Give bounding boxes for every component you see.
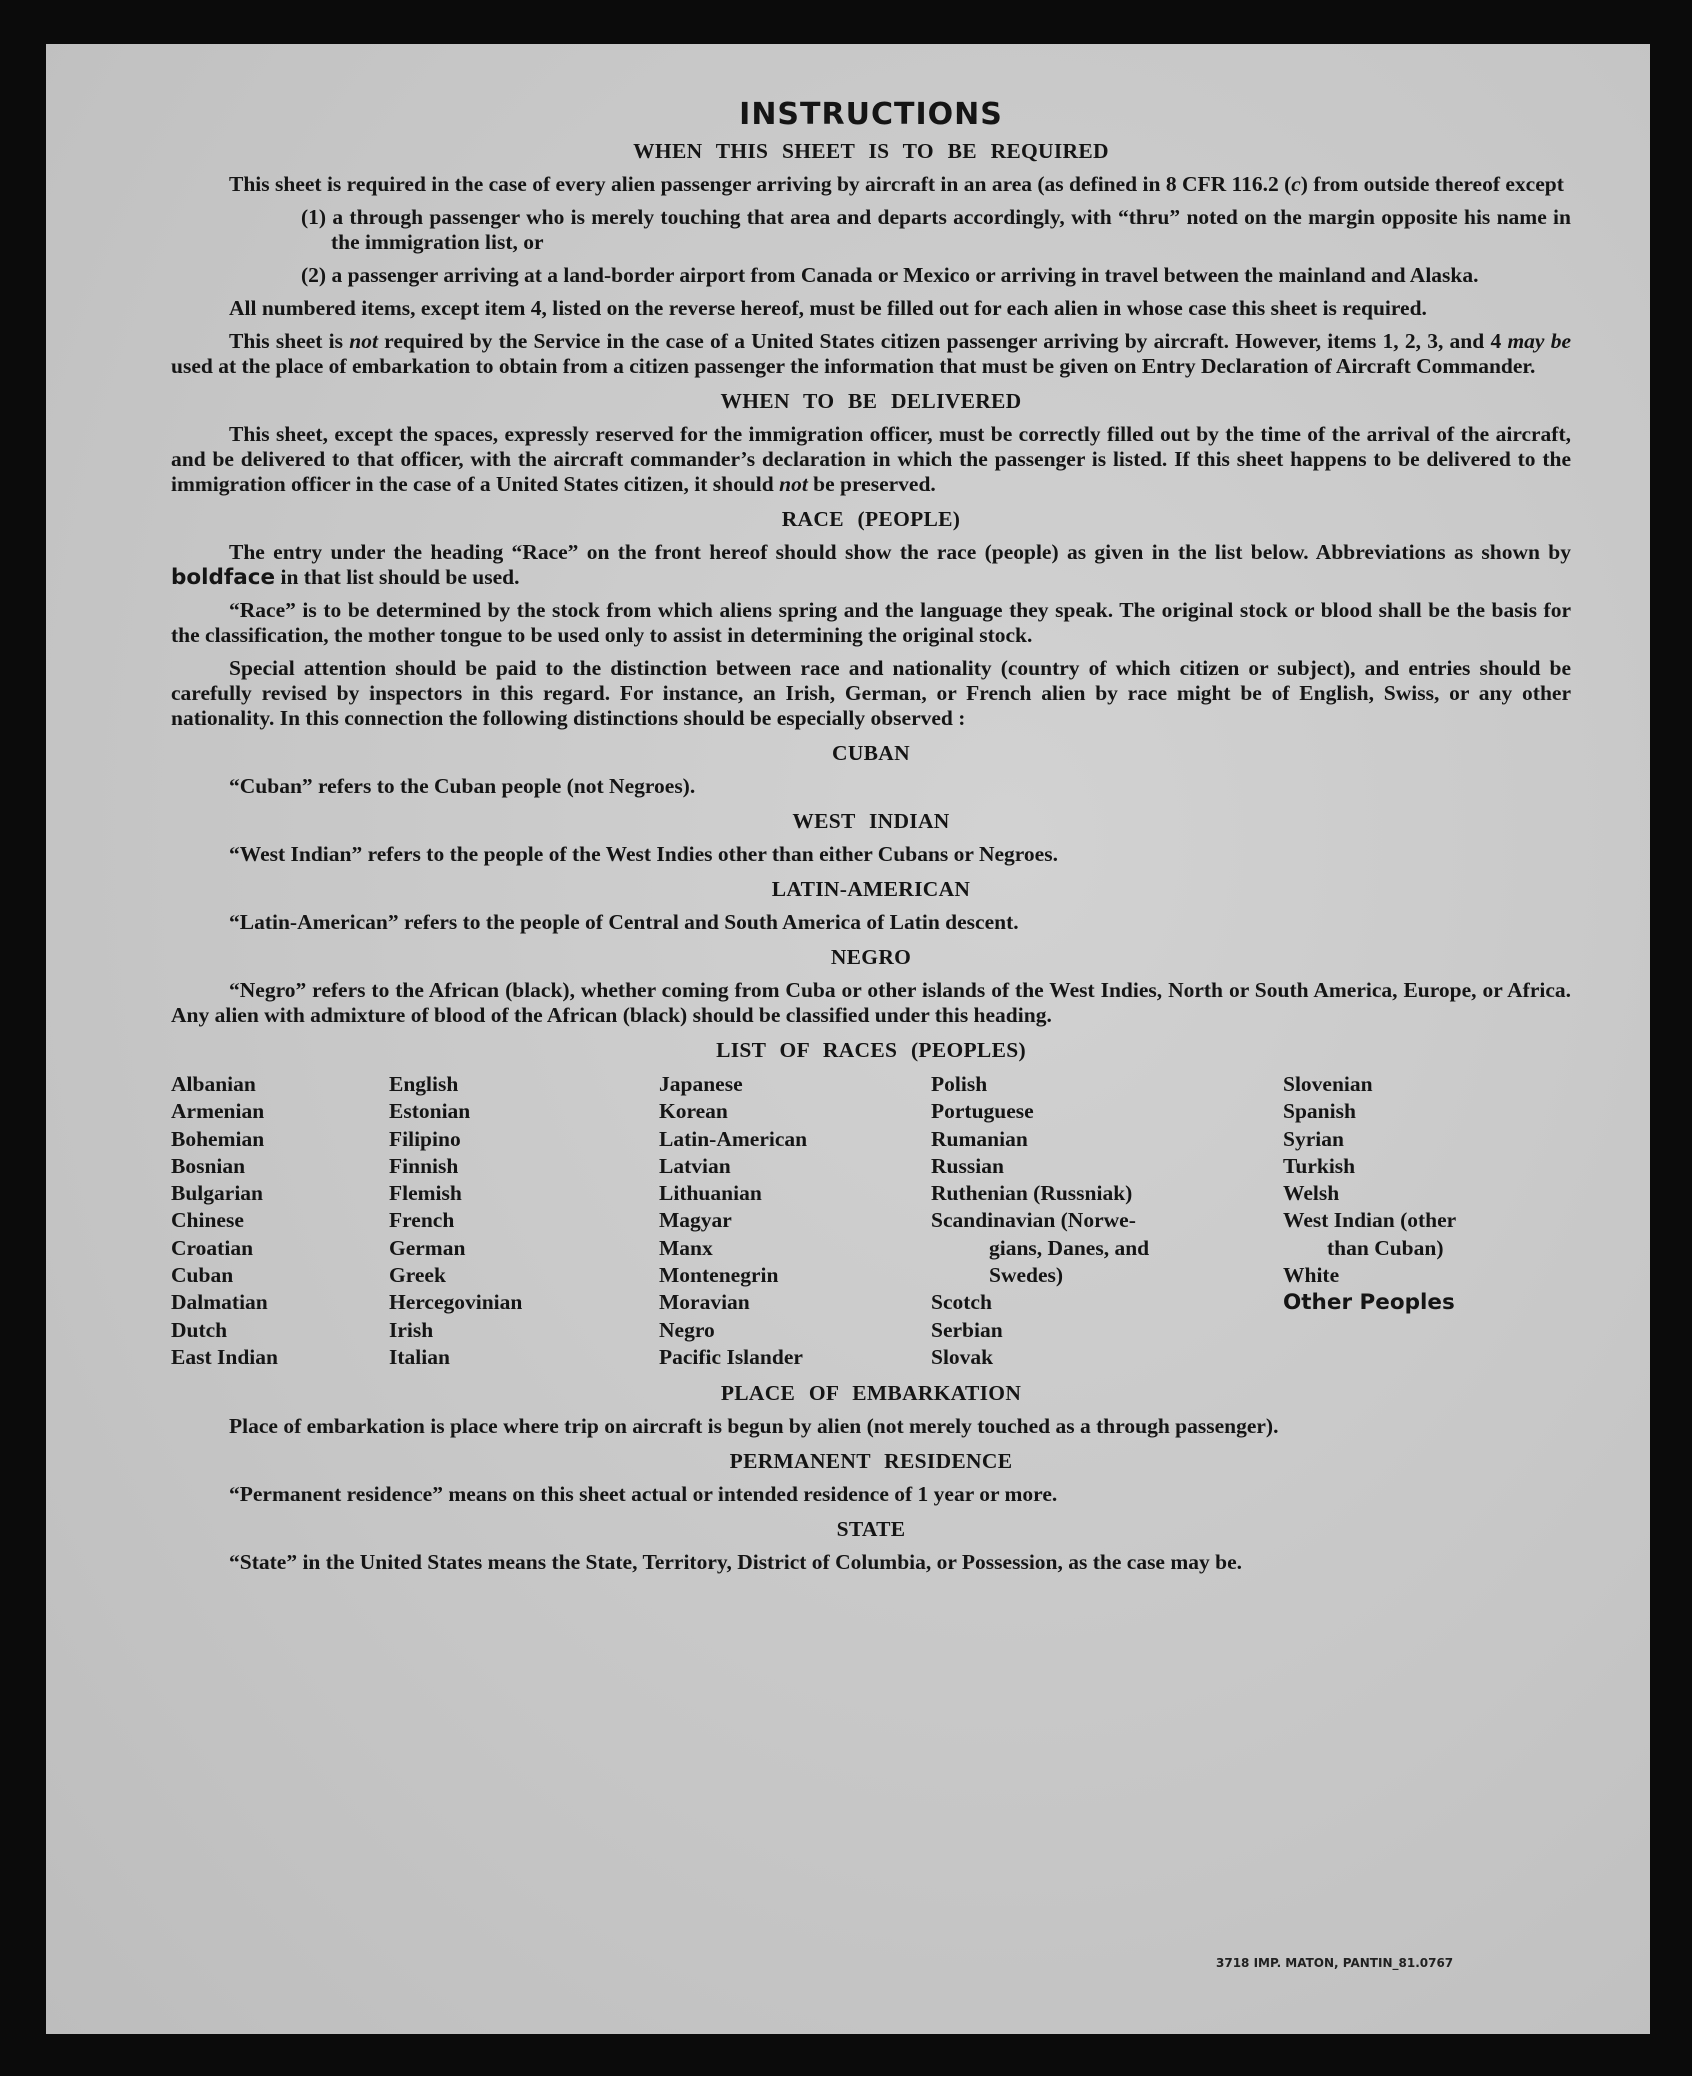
race-entry: Lithuanian — [659, 1181, 762, 1206]
race-entry: Armenian — [171, 1099, 265, 1124]
race-entry: Bulgarian — [171, 1181, 263, 1206]
race-entry: Pacific Islander — [659, 1344, 803, 1369]
heading-cuban: CUBAN — [832, 741, 910, 765]
race-entry: Montenegrin — [659, 1263, 779, 1288]
race-entry: Cuban — [171, 1263, 234, 1288]
heading-when-delivered: WHEN TO BE DELIVERED — [720, 389, 1022, 413]
race-entry: Manx — [659, 1235, 713, 1260]
race-entry: Magyar — [659, 1208, 732, 1233]
para-numbered-items: All numbered items, except item 4, listed on the reverse hereof, must be filled out for each alien in whose case this sheet is required. — [229, 296, 1427, 320]
race-entry: Greek — [389, 1263, 446, 1288]
race-entry: Filipino — [389, 1126, 461, 1151]
para-latin-american: “Latin-American” refers to the people of Central and South America of Latin descent. — [229, 910, 1019, 934]
race-entry: Albanian — [171, 1072, 256, 1096]
race-entry: West Indian (other — [1283, 1208, 1457, 1233]
race-entry: Finnish — [389, 1153, 459, 1178]
race-entry: Scotch — [931, 1290, 992, 1315]
race-entry-continuation: gians, Danes, and — [989, 1235, 1150, 1260]
race-entry: Syrian — [1283, 1126, 1344, 1151]
race-entry: Serbian — [931, 1317, 1003, 1342]
para-race-1: The entry under the heading “Race” on the front hereof should show the race (people) as given in the list below. Abbreviations as shown by boldface in that list should be used. — [171, 540, 1571, 590]
document-sheet — [46, 44, 1650, 2034]
para-west-indian: “West Indian” refers to the people of the West Indies other than either Cubans or Negroes. — [229, 842, 1058, 866]
race-entry: Latvian — [659, 1153, 731, 1178]
race-entry: Slovenian — [1283, 1072, 1373, 1096]
race-entry: Bosnian — [171, 1153, 246, 1178]
heading-state: STATE — [836, 1517, 906, 1542]
races-column-2 — [389, 1071, 659, 1371]
race-entry: Estonian — [389, 1099, 471, 1124]
race-entry: Scandinavian (Norwe- — [931, 1208, 1136, 1233]
race-entry: Moravian — [659, 1290, 750, 1315]
race-entry-continuation: than Cuban) — [1327, 1235, 1444, 1260]
race-entry-continuation: Swedes) — [989, 1263, 1064, 1288]
para-race-3: Special attention should be paid to the distinction between race and nationality (country of which citizen or subject), and entries should be carefully revised by inspectors in this regard. For instance, an Irish, German, or French alien by race might be of English, Swiss, or any other nationality. In this connection the following distinctions should be especially observed : — [171, 656, 1571, 730]
race-entry: Chinese — [171, 1208, 244, 1233]
races-column-1 — [171, 1071, 389, 1371]
heading-permanent-residence: PERMANENT RESIDENCE — [729, 1449, 1013, 1474]
race-entry: Latin-American — [659, 1126, 808, 1151]
race-entry: Welsh — [1283, 1181, 1340, 1206]
race-entry: French — [389, 1208, 455, 1233]
race-entry: Irish — [389, 1317, 434, 1342]
para-embarkation: Place of embarkation is place where trip on aircraft is begun by alien (not merely touched as a through passenger). — [229, 1414, 1279, 1439]
race-entry: German — [389, 1235, 466, 1260]
para-delivered: This sheet, except the spaces, expressly reserved for the immigration officer, must be correctly filled out by the time of the arrival of the aircraft, and be delivered to that officer, with the aircraft commander’s declaration in which the passenger is listed. If this sheet happens to be delivered to the immigration officer in the case of a United States citizen, it should not be preserved. — [171, 422, 1571, 496]
page-title: INSTRUCTIONS — [739, 97, 1003, 132]
race-entry: Polish — [931, 1072, 988, 1096]
race-entry: Spanish — [1283, 1099, 1356, 1124]
race-entry: Flemish — [389, 1181, 462, 1206]
race-entry: Ruthenian (Russniak) — [931, 1181, 1133, 1206]
heading-race: RACE (PEOPLE) — [781, 507, 961, 531]
race-entry: Portuguese — [931, 1099, 1034, 1124]
para-negro: “Negro” refers to the African (black), whether coming from Cuba or other islands of the West Indies, North or South America, Europe, or Africa. Any alien with admixture of blood of the African (black) should be classified under this heading. — [171, 978, 1571, 1027]
race-entry: Rumanian — [931, 1126, 1028, 1151]
race-entry: Bohemian — [171, 1126, 265, 1151]
race-entry: East Indian — [171, 1344, 278, 1369]
para-cuban: “Cuban” refers to the Cuban people (not Negroes). — [229, 774, 696, 798]
heading-list-of-races: LIST OF RACES (PEOPLES) — [716, 1038, 1026, 1062]
race-entry: Turkish — [1283, 1153, 1356, 1178]
race-entry: Dutch — [171, 1317, 228, 1342]
race-entry: Other Peoples — [1283, 1290, 1455, 1316]
exception-item-2: (2) a passenger arriving at a land-border airport from Canada or Mexico or arriving in travel between the mainland and Alaska. — [301, 263, 1479, 287]
race-entry: Korean — [659, 1099, 728, 1124]
race-entry: English — [389, 1072, 459, 1096]
races-table — [171, 1071, 1571, 1371]
para-citizen: This sheet is not required by the Service in the case of a United States citizen passenger arriving by aircraft. However, items 1, 2, 3, and 4 may be used at the place of embarkation to obtain from a citizen passenger the information that must be given on Entry Declaration of Aircraft Commander. — [171, 329, 1571, 378]
exception-item-1: (1) a through passenger who is merely touching that area and departs accordingly, with “thru” noted on the margin opposite his name in the immigration list, or — [301, 205, 1571, 254]
race-entry: White — [1283, 1263, 1340, 1288]
race-entry: Dalmatian — [171, 1290, 268, 1315]
races-column-4 — [931, 1071, 1283, 1371]
para-race-2: “Race” is to be determined by the stock from which aliens spring and the language they speak. The original stock or blood shall be the basis for the classification, the mother tongue to be used only to assist in determining the original stock. — [171, 598, 1571, 647]
heading-place-of-embarkation: PLACE OF EMBARKATION — [720, 1381, 1022, 1406]
race-entry: Russian — [931, 1153, 1004, 1178]
races-column-3 — [659, 1071, 931, 1371]
para-state: “State” in the United States means the State, Territory, District of Columbia, or Possession, as the case may be. — [229, 1550, 1243, 1575]
race-entry: Slovak — [931, 1344, 994, 1369]
printer-imprint: 3718 IMP. MATON, PANTIN_81.0767 — [1216, 1956, 1454, 1970]
para-permanent-residence: “Permanent residence” means on this sheet actual or intended residence of 1 year or more. — [229, 1482, 1058, 1507]
race-entry: Italian — [389, 1344, 450, 1369]
heading-west-indian: WEST INDIAN — [792, 809, 950, 833]
para-when-required: This sheet is required in the case of every alien passenger arriving by aircraft in an area (as defined in 8 CFR 116.2 (c) from outside thereof except — [229, 172, 1564, 196]
races-column-5 — [1283, 1071, 1571, 1371]
heading-when-required: WHEN THIS SHEET IS TO BE REQUIRED — [633, 139, 1109, 163]
race-entry: Hercegovinian — [389, 1290, 523, 1315]
heading-latin-american: LATIN-AMERICAN — [771, 877, 971, 901]
race-entry: Croatian — [171, 1235, 254, 1260]
race-entry: Negro — [659, 1317, 715, 1342]
heading-negro: NEGRO — [830, 945, 912, 969]
instructions-body — [171, 97, 1571, 1583]
race-entry: Japanese — [659, 1072, 743, 1096]
